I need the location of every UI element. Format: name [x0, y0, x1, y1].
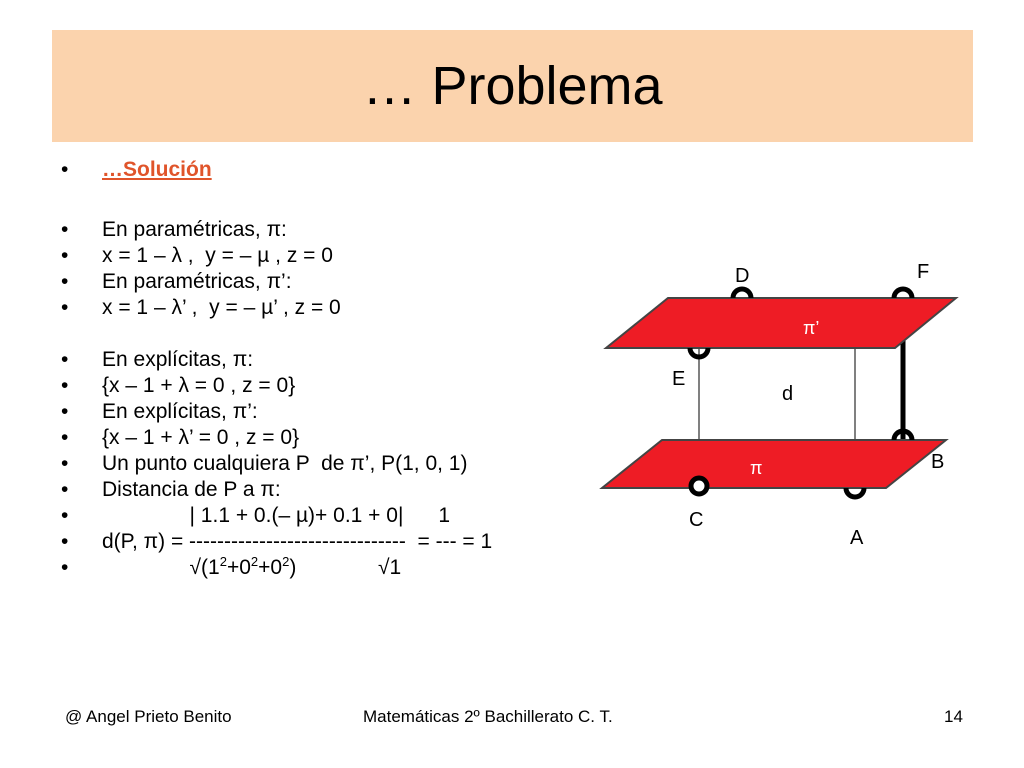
list-item: • | 1.1 + 0.(– µ)+ 0.1 + 0| 1 — [56, 503, 616, 529]
label-plane-top: π’ — [803, 318, 820, 338]
list-item: • $√(1^2+0^2+0^2)$ √1 — [56, 555, 616, 581]
list-item: • En explícitas, π’: — [56, 399, 616, 425]
label-C: C — [689, 509, 704, 531]
list-item: • En paramétricas, π: — [56, 217, 616, 243]
label-B: B — [931, 451, 945, 473]
list-item: • Un punto cualquiera P de π’, P(1, 0, 1) — [56, 451, 616, 477]
list-item: • d(P, π) = ------------------------------- = --- = 1 — [56, 529, 616, 555]
list-item: • En paramétricas, π’: — [56, 269, 616, 295]
list-item: • x = 1 – λ , y = – µ , z = 0 — [56, 243, 616, 269]
label-A: A — [850, 527, 864, 549]
list-item: • Distancia de P a π: — [56, 477, 616, 503]
list-gap — [56, 191, 616, 217]
plane-top — [606, 298, 956, 348]
list-item: • x = 1 – λ’ , y = – µ’ , z = 0 — [56, 295, 616, 321]
list-item: • {x – 1 + λ’ = 0 , z = 0} — [56, 425, 616, 451]
label-E: E — [672, 368, 686, 390]
slide-title: … Problema — [362, 56, 663, 116]
list-item: • {x – 1 + λ = 0 , z = 0} — [56, 373, 616, 399]
point-A-marker — [846, 488, 864, 497]
label-d: d — [782, 383, 794, 405]
label-D: D — [735, 265, 750, 287]
bullet-list — [56, 157, 616, 581]
planes-diagram — [590, 250, 990, 570]
footer-page-number: 14 — [944, 707, 963, 726]
label-plane-bottom: π — [750, 458, 763, 478]
list-gap — [56, 321, 616, 347]
list-item: • En explícitas, π: — [56, 347, 616, 373]
footer-course: Matemáticas 2º Bachillerato C. T. — [363, 707, 613, 726]
solution-label: …Solución — [102, 158, 212, 181]
title-bar — [52, 30, 973, 142]
point-F-marker — [894, 289, 912, 298]
footer-author: @ Angel Prieto Benito — [65, 707, 232, 726]
point-D-marker — [733, 289, 751, 298]
point-C-marker — [691, 478, 707, 494]
list-item — [56, 157, 616, 191]
label-F: F — [917, 261, 930, 283]
plane-bottom — [602, 440, 946, 488]
